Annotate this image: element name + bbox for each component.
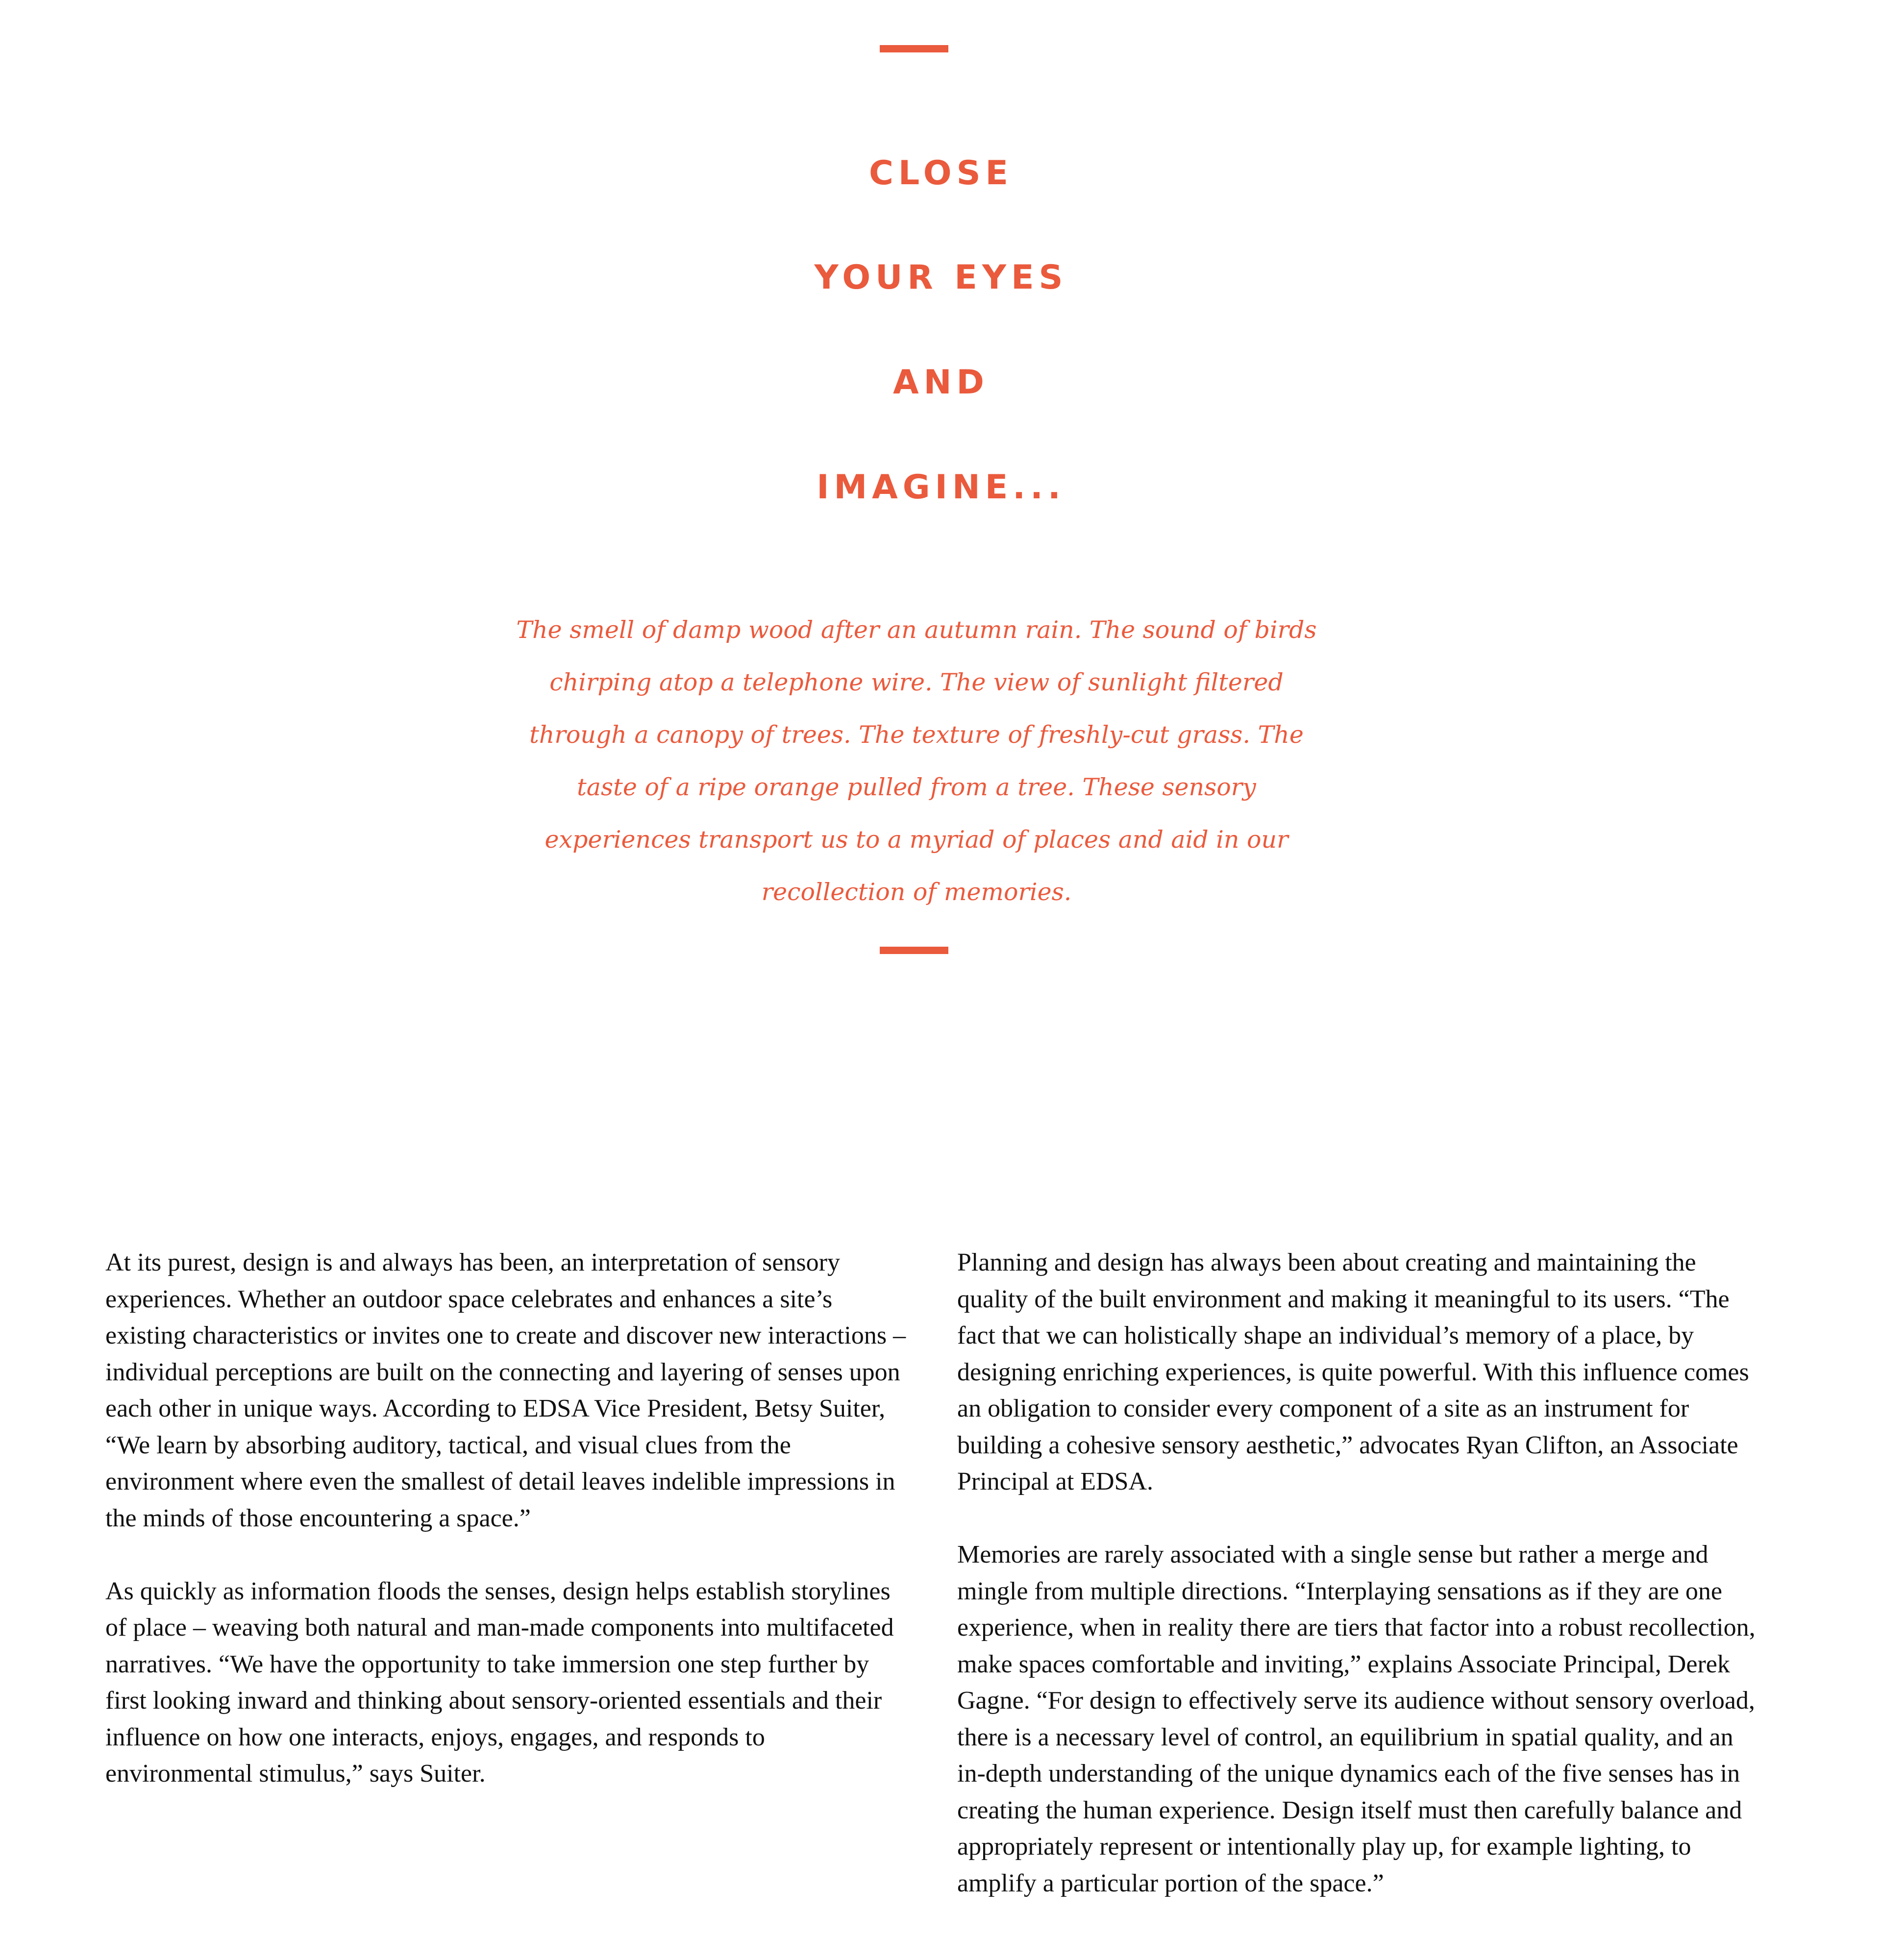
headline-line-3: AND <box>893 363 989 402</box>
headline-line-2: YOUR EYES <box>814 258 1068 297</box>
body-paragraph: As quickly as information floods the senses, design helps establish storylines of place – weaving both natural and man-made components into multifaceted narratives. “We have the opportunity to take immersion one step further by first looking inward and thinking about sensory-oriented essentials and their influence on how one interacts, enjoys, engages, and responds to environmental stimulus,” says Suiter. <box>105 1577 894 1788</box>
body-column-right <box>957 1245 1761 1938</box>
top-accent-rule <box>880 45 948 52</box>
headline-line-4: IMAGINE... <box>817 468 1065 507</box>
headline-line-1: CLOSE <box>868 154 1014 193</box>
body-paragraph: Planning and design has always been about creating and maintaining the quality of the built environment and making it meaningful to its users. “The fact that we can holistically shape an individual’s memory of a place, by designing enriching experiences, is quite powerful. With this influence comes an obligation to consider every component of a site as an instrument for building a cohesive sensory aesthetic,” advocates Ryan Clifton, an Associate Principal at EDSA. <box>957 1249 1749 1495</box>
body-paragraph: Memories are rarely associated with a single sense but rather a merge and mingle from multiple directions. “Interplaying sensations as if they are one experience, when in reality there are tiers that factor into a robust recollection, make spaces comfortable and inviting,” explains Associate Principal, Derek Gagne. “For design to effectively serve its audience without sensory overload, there is a necessary level of control, an equilibrium in spatial quality, and an in-depth understanding of the unique dynamics each of the five senses has in creating the human experience. Design itself must then carefully balance and appropriately represent or intentionally play up, for example lighting, to amplify a particular portion of the space.” <box>957 1541 1756 1897</box>
body-column-left <box>105 1245 909 1829</box>
bottom-accent-rule <box>880 947 948 954</box>
body-paragraph: At its purest, design is and always has been, an interpretation of sensory experiences. Whether an outdoor space celebrates and enhances a site’s existing characteristics or invites one to create and discover new interactions – individual perceptions are built on the connecting and layering of senses upon each other in unique ways. According to EDSA Vice President, Betsy Suiter, “We learn by absorbing auditory, tactical, and visual clues from the environment where even the smallest of detail leaves indelible impressions in the minds of those encountering a space.” <box>105 1249 906 1532</box>
intro-quote: The smell of damp wood after an autumn rain. The sound of birds chirping atop a telephone wire. The view of sunlight filtered through a canopy of trees. The texture of freshly-cut grass. The taste of a ripe orange pulled from a tree. These sensory experiences transport us to a myriad of places and aid in our recollection of memories. <box>516 616 1317 906</box>
